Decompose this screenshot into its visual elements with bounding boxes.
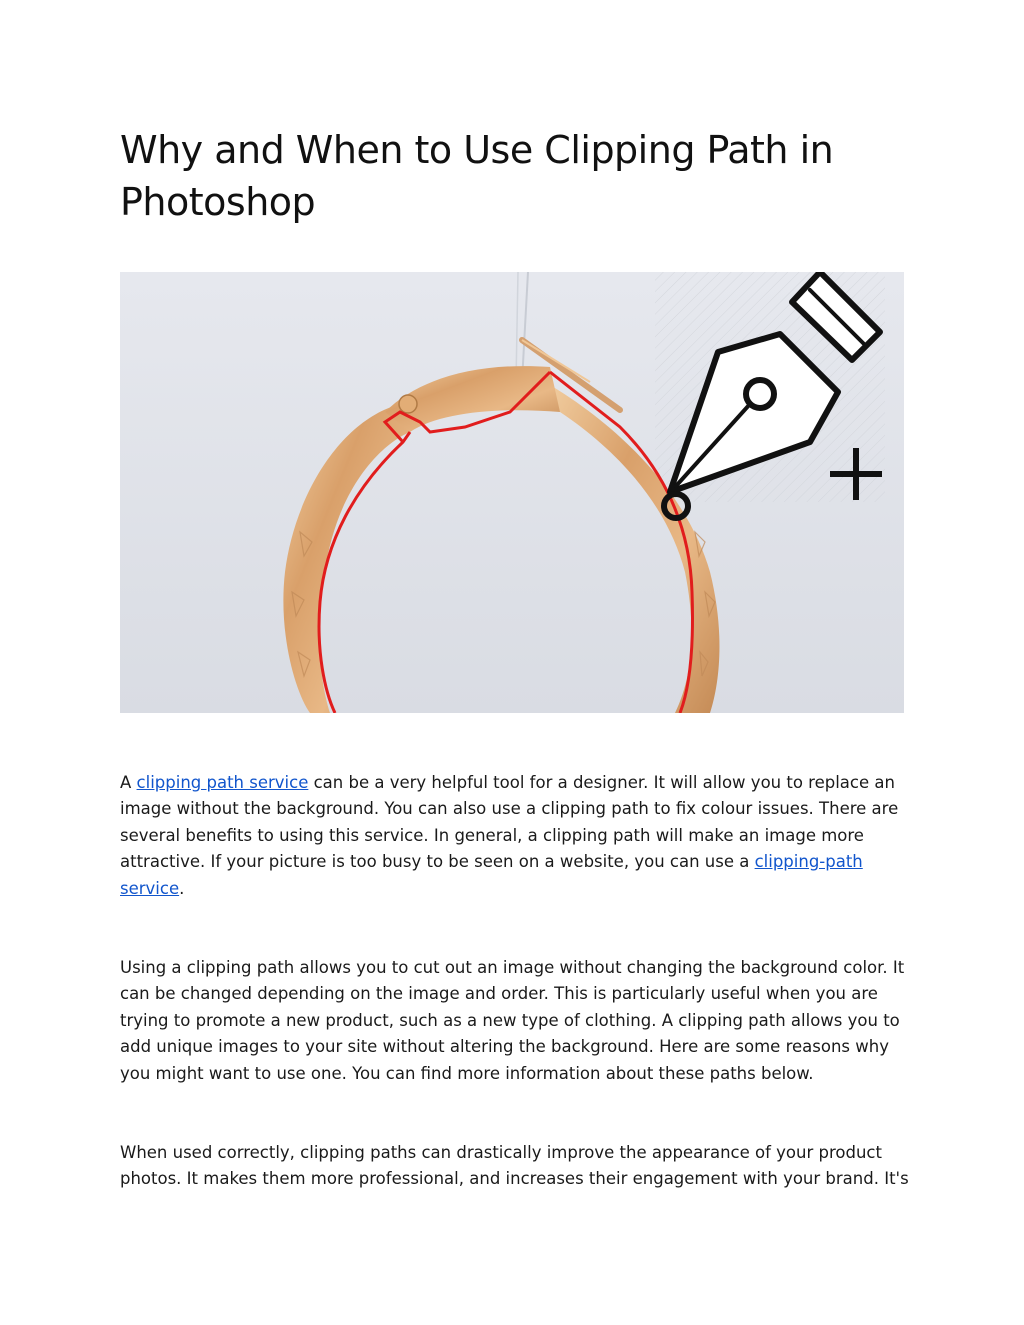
paragraph-3: When used correctly, clipping paths can drastically improve the appearance of your product photos. It makes them more professional, and increases their engagement with your brand. It's	[120, 1143, 909, 1189]
paragraph-2: Using a clipping path allows you to cut out an image without changing the background color. It can be changed depending on the image and order. This is particularly useful when you are trying to promote a new product, such as a new type of clothing. A clipping path allows you to add unique images to your site without altering the background. Here are some reasons why you might want to use one. You can find more information about these paths below.	[120, 958, 905, 1083]
page-title: Why and When to Use Clipping Path in Photoshop	[120, 128, 834, 224]
paragraph-1	[120, 770, 910, 902]
paragraph-1-suffix: .	[179, 878, 185, 898]
clipping-path-service-link[interactable]: clipping path service	[136, 773, 309, 792]
paragraph-1-prefix: A	[120, 773, 137, 792]
hero-image	[120, 272, 904, 713]
clipping-path-service-link-2[interactable]: clipping-path service	[120, 852, 863, 898]
paragraph-1-body: can be a very helpful tool for a designer. It will allow you to replace an image without the background. You can also use a clipping path to fix colour issues. There are several benefits to using this service. In general, a clipping path will make an image more attractive. If your picture is too busy to be seen on a website, you can use a	[120, 773, 899, 872]
